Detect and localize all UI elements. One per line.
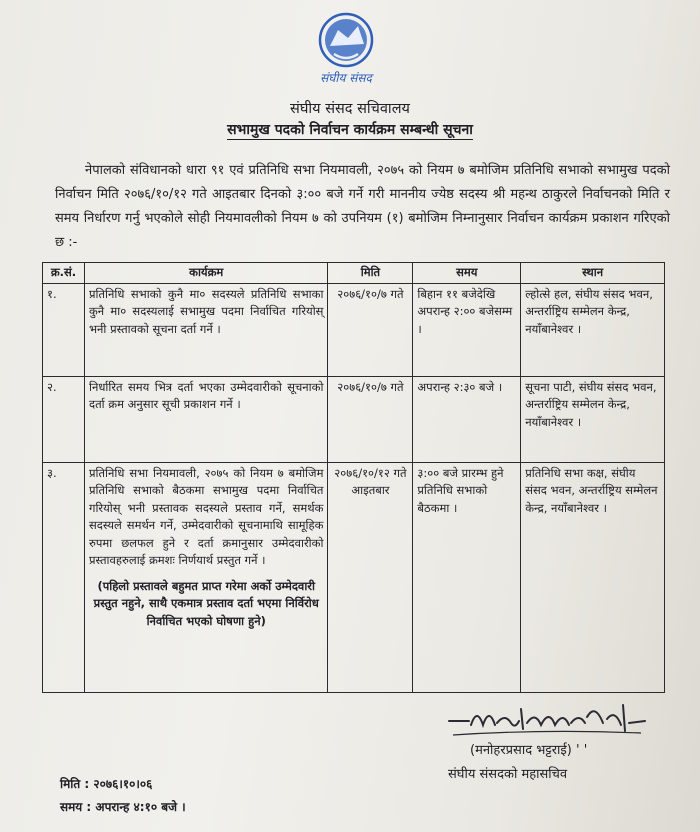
row-time: ३:०० बजे प्रारम्भ हुने प्रतिनिधि सभाको बैठकमा ।: [413, 462, 521, 692]
signer-title: संघीय संसदको महासचिव: [448, 767, 568, 782]
header-place: स्थान: [521, 263, 665, 284]
header-sn: क्र.सं.: [43, 263, 85, 284]
row-date: २०७६/१०/१२ गते आइतबार: [328, 462, 413, 692]
table-row: [43, 283, 665, 376]
table-header-row: [43, 263, 665, 284]
parliament-logo: [308, 10, 384, 92]
issue-date: मिति : २०७६।१०।०६: [60, 777, 153, 791]
row-program-cell: [84, 462, 327, 692]
row-time: अपरान्ह २:३० बजे ।: [413, 376, 521, 462]
handwritten-signature: [445, 695, 665, 739]
header-program: कार्यक्रम: [84, 263, 327, 284]
signer-name: (मनोहरप्रसाद भट्टराई) ' ': [470, 743, 588, 758]
logo-text: संघीय संसद: [320, 71, 372, 85]
row-place: प्रतिनिधि सभा कक्ष, संघीय संसद भवन, अन्तर्राष्ट्रिय सम्मेलन केन्द्र, नयाँबानेश्वर ।: [521, 462, 665, 692]
row-place: सूचना पाटी, संघीय संसद भवन, अन्तर्राष्ट्रिय सम्मेलन केन्द्र, नयाँबानेश्वर ।: [521, 376, 665, 462]
issue-time: समय : अपरान्ह ४:१० बजे ।: [60, 800, 186, 814]
office-name: संघीय संसद सचिवालय: [290, 101, 410, 117]
row-sn: ३.: [43, 462, 85, 692]
row-program: प्रतिनिधि सभा नियमावली, २०७५ को नियम ७ बमोजिम प्रतिनिधि सभाको बैठकमा सभामुख पदमा निर्वाचित गरियोस् भनी प्रस्तावक सदस्यले प्रस्ताव गर्ने, समर्थक सदस्यले समर्थन गर्ने, उम्मेदवारीको सूचनामाथि सामूहिक रुपमा छलफल हुने र दर्ता क्रमानुसार उम्मेदवारीको प्रस्तावहरुलाई क्रमशः निर्णयार्थ प्रस्तुत गर्ने ।: [88, 465, 324, 567]
row-program: प्रतिनिधि सभाको कुनै मा० सदस्यले प्रतिनिधि सभाका कुनै मा० सदस्यलाई सभामुख पदमा निर्वाचित गरियोस् भनी प्रस्तावको सूचना दर्ता गर्ने ।: [84, 283, 327, 376]
row-time: बिहान ११ बजेदेखि अपरान्ह २:०० बजेसम्म ।: [413, 283, 521, 376]
intro-paragraph: नेपालको संविधानको धारा ९१ एवं प्रतिनिधि सभा नियमावली, २०७५ को नियम ७ बमोजिम प्रतिनिधि सभाको सभामुख पदको निर्वाचन मिति २०७६/१०/१२ गते आइतबार दिनको ३:०० बजे गर्ने गरी माननीय ज्येष्ठ सदस्य श्री महन्थ ठाकुरले निर्वाचनको मिति र समय निर्धारण गर्नु भएकोले सोही नियमावलीको नियम ७ को उपनियम (१) बमोजिम निम्नानुसार निर्वाचन कार्यक्रम प्रकाशन गरिएको छ :-: [55, 163, 670, 250]
header-time: समय: [413, 263, 521, 284]
row-date: २०७६/१०/७ गते: [328, 376, 413, 462]
row-sn: २.: [43, 376, 85, 462]
header-date: मिति: [328, 263, 413, 284]
subject-text: सभामुख पदको निर्वाचन कार्यक्रम सम्बन्धी सूचना: [227, 122, 473, 138]
row-sn: १.: [43, 283, 85, 376]
table-row: [43, 462, 665, 692]
row-date: २०७६/१०/७ गते: [328, 283, 413, 376]
row-place: ल्होत्से हल, संघीय संसद भवन, अन्तर्राष्ट्रिय सम्मेलन केन्द्र, नयाँबानेश्वर ।: [521, 283, 665, 376]
row-note: (पहिलो प्रस्तावले बहुमत प्राप्त गरेमा अर्को उम्मेदवारी प्रस्तुत नहुने, साथै एकमात्र प्रस्ताव दर्ता भएमा निर्विरोध निर्वाचित भएको घोषणा हुने): [93, 578, 319, 628]
notice-subject: [0, 120, 700, 139]
row-program: निर्धारित समय भित्र दर्ता भएका उम्मेदवारीको सूचनाको दर्ता क्रम अनुसार सूची प्रकाशन गर्ने ।: [84, 376, 327, 462]
table-row: [43, 376, 665, 462]
program-table: [42, 262, 665, 693]
